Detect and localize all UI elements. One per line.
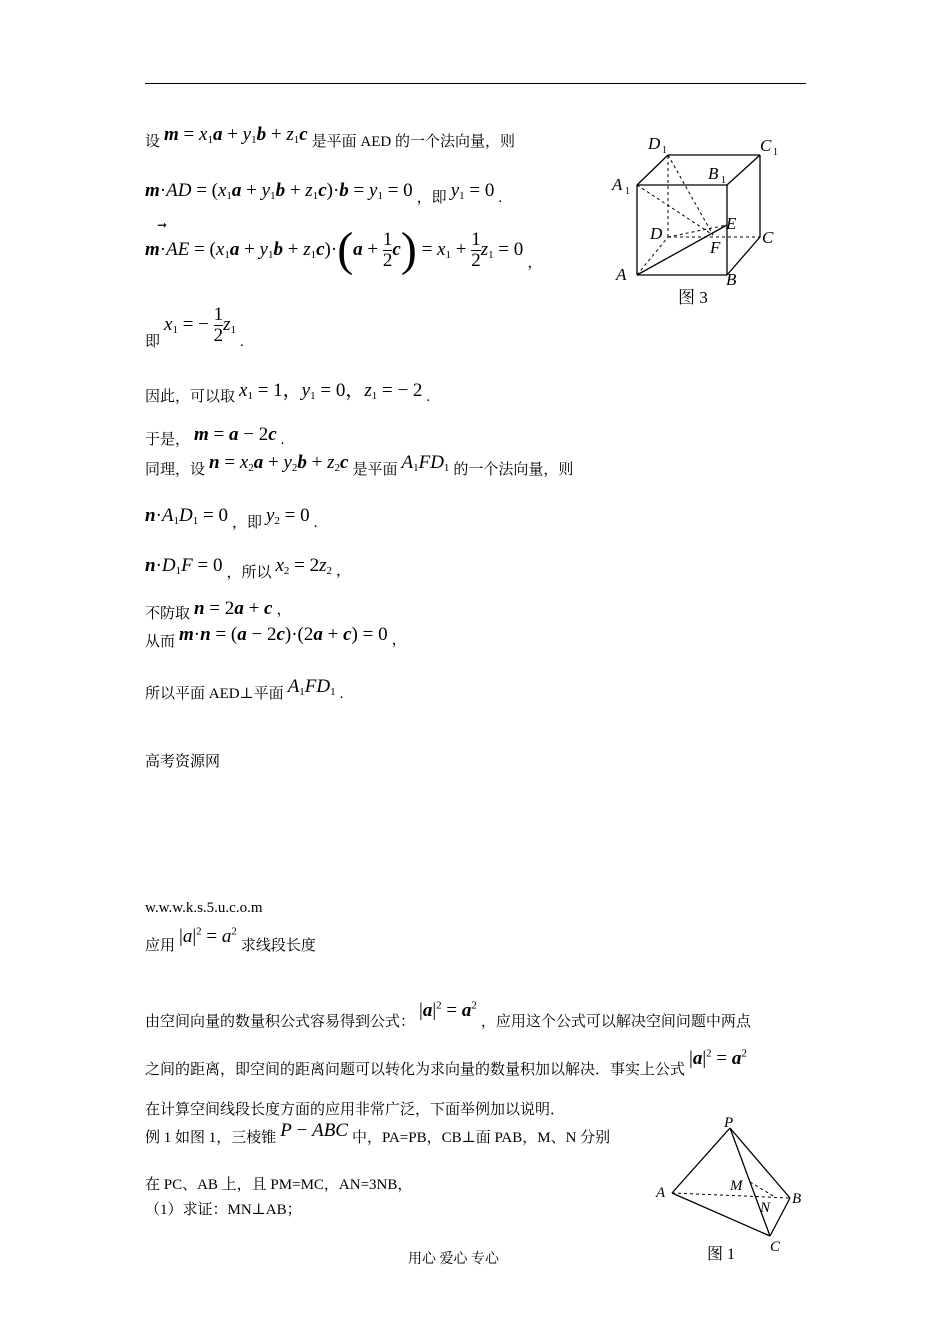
text: ，即 — [416, 190, 447, 206]
site-name: 高考资源网 — [145, 754, 221, 770]
label-c: C — [770, 1239, 781, 1255]
text: 求线段长度 — [240, 938, 316, 955]
text: 设 — [145, 134, 161, 150]
edge-a1d1 — [637, 155, 668, 185]
figure-1-caption: 图 1 — [707, 1246, 736, 1263]
label-p: P — [724, 1115, 734, 1131]
vector-arrow: ➞ — [157, 218, 168, 232]
edge-bc — [770, 1198, 790, 1236]
label-n: N — [760, 1200, 771, 1216]
formula: $|a|^2 = a^2$ — [689, 1048, 747, 1070]
edge-b1c1 — [727, 155, 760, 185]
paragraph-line-2 — [145, 1048, 747, 1079]
segment-d1f — [668, 155, 713, 235]
segment-de — [668, 225, 727, 237]
example-line-3: （1）求证：MN⊥AB； — [145, 1202, 302, 1218]
label-c: C — [762, 228, 774, 247]
label-m: M — [730, 1178, 743, 1194]
text: 中，PA=PB，CB⊥面 PAB，M、N 分别 — [351, 1130, 611, 1146]
text: 从而 — [145, 634, 176, 650]
line-n-dot-d1f — [145, 555, 352, 581]
formula: $n\cdot A_1D_1 = 0$ — [145, 505, 228, 527]
formula: $y_2 = 0$ — [265, 505, 310, 527]
formula: $x_2 = 2z_2$ — [275, 555, 333, 577]
text: ， — [276, 602, 292, 618]
text: 是平面 AED 的一个法向量，则 — [311, 134, 516, 150]
segment-mn — [750, 1182, 775, 1197]
text: . — [426, 389, 431, 405]
label-sub: 1 — [721, 175, 726, 186]
text: . — [280, 432, 285, 448]
edge-ac — [672, 1193, 770, 1236]
line-m-dot-n — [145, 624, 407, 650]
label-b1: B — [708, 164, 719, 183]
label-b: B — [726, 270, 737, 289]
line-choose-n — [145, 598, 291, 620]
label-d1: D — [648, 134, 661, 153]
formula: $y_1 = 0$ — [450, 180, 495, 202]
footer: 用心 爱心 专心 — [408, 1252, 499, 1267]
figure-1-pyramid — [650, 1113, 810, 1265]
header-rule — [145, 83, 806, 84]
section-heading — [145, 926, 316, 955]
paragraph-line-3: 在计算空间线段长度方面的应用非常广泛，下面举例加以说明． — [145, 1102, 566, 1118]
example-line-1 — [145, 1120, 611, 1146]
text: 应用 — [145, 938, 176, 955]
figure-3-caption: 图 3 — [678, 288, 708, 307]
text: 的一个法向量，则 — [453, 462, 574, 478]
line-m-dot-ae — [145, 218, 543, 277]
label-d: D — [650, 224, 663, 243]
segment-a1f — [637, 185, 713, 235]
formula: $m\cdot AE = (x_1a + y_1b + z_1c)\cdot(a$ + $\frac{1}{2}$ $c) = x_1$ + $\frac{1}{2}$ $z_1 = 0$ — [145, 223, 524, 276]
label-a: A — [616, 265, 627, 284]
paragraph-line-1 — [145, 1000, 751, 1031]
text: 因此，可以取 — [145, 389, 236, 405]
formula: $x_1 = 1$，$y_1 = 0$，$z_1$ = − 2 — [239, 380, 423, 402]
line-x1 — [145, 304, 244, 350]
formula: $n\cdot D_1F = 0$ — [145, 555, 223, 577]
formula: $A_1FD_1$ — [401, 452, 450, 474]
line-m-dot-ad — [145, 180, 503, 206]
label-b: B — [792, 1191, 802, 1207]
text: ，应用这个公式可以解决空间问题中两点 — [480, 1014, 751, 1031]
label-a1: A — [612, 175, 623, 194]
line-n-dot-a1d1 — [145, 505, 318, 531]
figure-3-cube — [600, 125, 800, 315]
text: 即 — [145, 333, 161, 350]
line-conclusion — [145, 676, 344, 702]
line-m-result — [145, 424, 284, 446]
text: 不防取 — [145, 606, 191, 622]
text: 之间的距离，即空间的距离问题可以转化为求向量的数量积加以解决．事实上公式 — [145, 1062, 686, 1079]
formula: m·n = (a − 2c)·(2a + c) = 0 — [179, 624, 388, 645]
text: 同理，设 — [145, 462, 206, 478]
text: ，即 — [231, 515, 262, 531]
label-sub: 1 — [625, 186, 630, 197]
text: 所以平面 AED⊥平面 — [145, 686, 284, 702]
text: . — [240, 333, 244, 350]
text: 是平面 — [352, 462, 398, 478]
label-a: A — [656, 1185, 666, 1201]
formula: m = a − 2c — [194, 424, 277, 445]
label-sub: 1 — [773, 147, 778, 158]
text: . — [313, 515, 318, 531]
label-c1: C — [760, 136, 772, 155]
text: . — [339, 686, 344, 702]
label-f: F — [710, 238, 721, 257]
text: ， — [336, 563, 352, 579]
formula: $m = x_1a + y_1b + z_1c$ — [164, 124, 308, 146]
text: 例 1 如图 1，三棱锥 — [145, 1130, 277, 1146]
formula: $x_1$ = − $\frac{1}{2}$ $z_1$ — [164, 304, 237, 346]
formula: $n = x_2a + y_2b + z_2c$ — [209, 452, 349, 474]
formula: $|a|^2 = a^2$ — [179, 926, 237, 948]
text: 由空间向量的数量积公式容易得到公式： — [145, 1014, 416, 1031]
example-line-2: 在 PC、AB 上，且 PM=MC，AN=3NB， — [145, 1177, 413, 1193]
line-normal-vector-n — [145, 452, 574, 478]
text: . — [498, 190, 503, 206]
site-url: w.w.w.k.s.5.u.c.o.m — [145, 900, 263, 916]
label-sub: 1 — [662, 145, 667, 156]
text: 于是， — [145, 432, 191, 448]
text: ，所以 — [226, 565, 272, 581]
formula: P − ABC — [280, 1120, 348, 1141]
formula: n = 2a + c — [194, 598, 273, 619]
label-e: E — [726, 214, 737, 233]
text: ， — [527, 255, 543, 271]
line-choose-values — [145, 375, 431, 405]
line-normal-vector-m — [145, 124, 516, 152]
text: ， — [391, 632, 407, 648]
edge-pa — [672, 1128, 730, 1193]
formula: $A_1FD_1$ — [287, 676, 336, 698]
formula: $m\cdot AD = (x_1a + y_1b + z_1c)\cdot b = y_1 = 0$ — [145, 180, 413, 202]
formula: $|a|^2 = a^2$ — [419, 1000, 477, 1022]
